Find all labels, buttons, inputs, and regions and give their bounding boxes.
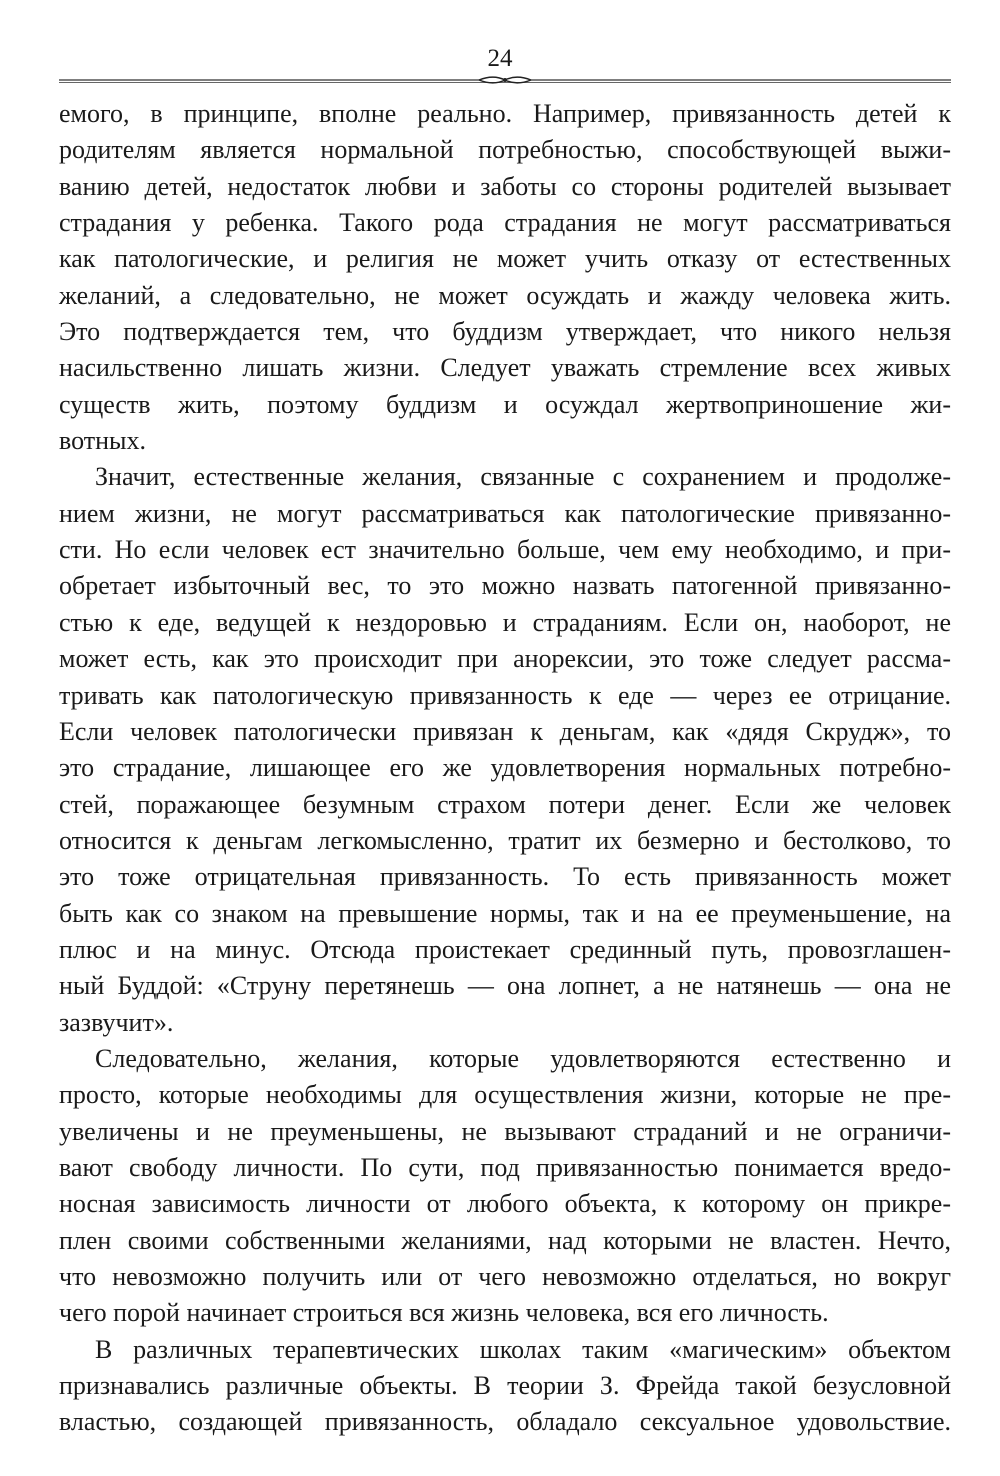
- text-line: относится к деньгам легкомысленно, тратит их безмерно и бестолково, то: [59, 825, 951, 855]
- text-line: насильственно лишать жизни. Следует уважать стремление всех живых: [59, 353, 951, 383]
- text-line: властью, создающей привязанность, обладало сексуальное удовольствие.: [59, 1407, 951, 1437]
- text-line: это страдание, лишающее его же удовлетворения нормальных потребно-: [59, 753, 951, 783]
- text-line: быть как со знаком на превышение нормы, так и на ее преуменьшение, на: [59, 898, 951, 928]
- text-line: увеличены и не преуменьшены, не вызывают страданий и не ограничи-: [59, 1116, 951, 1146]
- text-line: плюс и на минус. Отсюда проистекает срединный путь, провозглашен-: [59, 934, 951, 964]
- text-line: страдания у ребенка. Такого рода страдания не могут рассматриваться: [59, 208, 951, 238]
- text-line: как патологические, и религия не может учить отказу от естественных: [59, 244, 951, 274]
- text-line: нием жизни, не могут рассматриваться как патологические привязанно-: [59, 498, 951, 528]
- text-line: Значит, естественные желания, связанные с сохранением и продолже-: [95, 462, 951, 492]
- text-line: это тоже отрицательная привязанность. То есть привязанность может: [59, 862, 951, 892]
- text-line: признавались различные объекты. В теории З. Фрейда такой безусловной: [59, 1371, 951, 1401]
- text-line: обретает избыточный вес, то это можно назвать патогенной привязанно-: [59, 571, 951, 601]
- paragraph: [59, 96, 951, 459]
- text-line: сти. Но если человек ест значительно больше, чем ему необходимо, и при-: [59, 535, 951, 565]
- text-line: может есть, как это происходит при анорексии, это тоже следует рассма-: [59, 644, 951, 674]
- text-line: Если человек патологически привязан к деньгам, как «дядя Скрудж», то: [59, 716, 951, 746]
- paragraph: [59, 459, 951, 1041]
- text-line: носная зависимость личности от любого объекта, к которому он прикре-: [59, 1189, 951, 1219]
- text-line: зазвучит».: [59, 1007, 174, 1037]
- text-body: [59, 96, 951, 1441]
- text-line: ный Буддой: «Струну перетянешь — она лопнет, а не натянешь — она не: [59, 971, 951, 1001]
- text-line: что невозможно получить или от чего невозможно отделаться, но вокруг: [59, 1262, 951, 1291]
- text-line: просто, которые необходимы для осуществления жизни, которые не пре-: [59, 1080, 951, 1110]
- paragraph: [59, 1332, 951, 1441]
- text-line: вотных.: [59, 426, 147, 456]
- header-rule-ornament: [59, 76, 951, 84]
- text-line: В различных терапевтических школах таким «магическим» объектом: [95, 1334, 951, 1364]
- text-line: плен своими собственными желаниями, над которыми не властен. Нечто,: [59, 1225, 951, 1255]
- text-line: стей, поражающее безумным страхом потери денег. Если же человек: [59, 789, 951, 819]
- text-line: емого, в принципе, вполне реально. Например, привязанность детей к: [59, 99, 951, 128]
- text-line: желаний, а следовательно, не может осуждать и жажду человека жить.: [59, 280, 951, 310]
- page-number: 24: [487, 45, 513, 72]
- text-line: Следовательно, желания, которые удовлетворяются естественно и: [95, 1043, 951, 1073]
- text-line: вают свободу личности. По сути, под привязанностью понимается вредо-: [59, 1152, 951, 1182]
- paragraph: [59, 1041, 951, 1332]
- text-line: существ жить, поэтому буддизм и осуждал жертвоприношение жи-: [59, 389, 951, 419]
- text-line: родителям является нормальной потребностью, способствующей выжи-: [59, 135, 951, 165]
- text-line: тривать как патологическую привязанность к еде — через ее отрицание.: [59, 680, 951, 710]
- text-line: чего порой начинает строиться вся жизнь человека, вся его личность.: [59, 1298, 829, 1328]
- text-line: ванию детей, недостаток любви и заботы со стороны родителей вызывает: [59, 171, 951, 201]
- text-line: стью к еде, ведущей к нездоровью и страданиям. Если он, наоборот, не: [59, 607, 951, 637]
- text-line: Это подтверждается тем, что буддизм утверждает, что никого нельзя: [59, 317, 951, 347]
